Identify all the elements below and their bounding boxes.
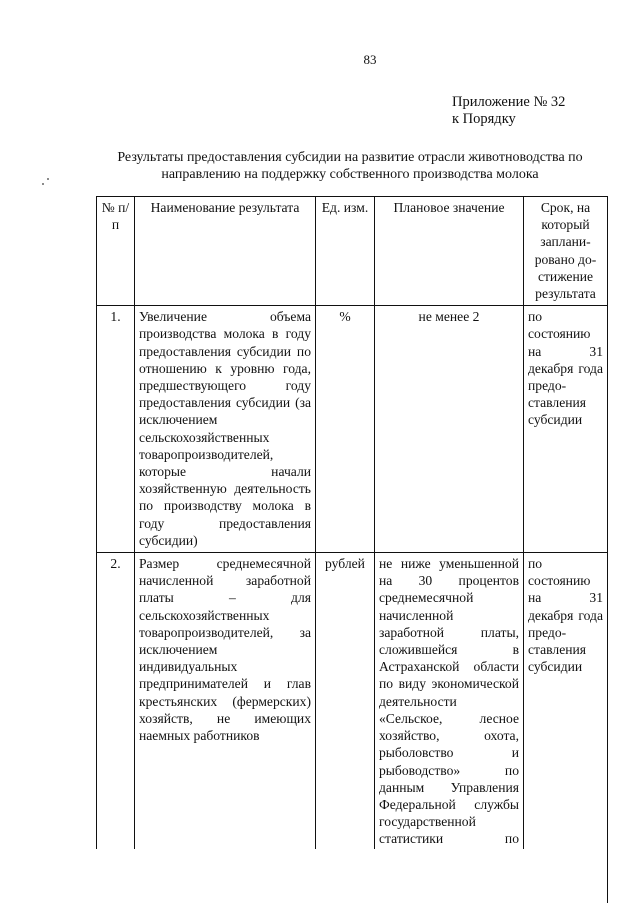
header-unit: Ед. изм. <box>316 197 375 306</box>
header-deadline: Срок, на который заплани-ровано до-стижение результата <box>524 197 608 306</box>
planned-value: не ниже уменьшенной на 30 процентов среднемесячной начисленной заработной платы, сложившейся в Астраханской области по виду экономической деятельности «Сельское, лесное хозяйство, охота, рыболовство и рыбоводство» по данным Управления Федеральной службы государственной статистики по <box>375 553 524 903</box>
document-title <box>100 149 600 183</box>
appendix-order: к Порядку <box>452 111 516 127</box>
document-title-line-1: Результаты предоставления субсидии на развитие отрасли животноводства по <box>117 150 583 165</box>
result-name: Увеличение объема производства молока в году предоставления субсидии по отношению к уровню года, предшествующего году предоставления субсидии (за исключением сельскохозяйственных товаропроизводителей, которые начали хозяйственную деятельность по производству молока в году предоставления субсидии) <box>135 306 316 553</box>
document-title-line-2: направлению на поддержку собственного производства молока <box>161 167 539 182</box>
page-bottom-margin <box>96 849 607 905</box>
row-number: 2. <box>97 553 135 903</box>
scan-speck <box>47 178 49 180</box>
result-name: Размер среднемесячной начисленной заработной платы – для сельскохозяйственных товаропроизводителей, за исключением индивидуальных предпринимателей и глав крестьянских (фермерских) хозяйств, не имеющих наемных работников <box>135 553 316 903</box>
scan-speck <box>42 183 44 185</box>
header-result-name: Наименование результата <box>135 197 316 306</box>
row-number: 1. <box>97 306 135 553</box>
table-row <box>97 306 608 553</box>
unit: рублей <box>316 553 375 903</box>
deadline: по состоянию на 31 декабря года предо-ставления субсидии <box>524 553 608 903</box>
header-number: № п/п <box>97 197 135 306</box>
appendix-reference <box>452 94 565 128</box>
deadline: по состоянию на 31 декабря года предо-ставления субсидии <box>524 306 608 553</box>
results-table <box>96 196 608 903</box>
planned-value: не менее 2 <box>375 306 524 553</box>
page-number: 83 <box>363 52 377 67</box>
header-planned-value: Плановое значение <box>375 197 524 306</box>
table-header-row <box>97 197 608 306</box>
appendix-number: Приложение № 32 <box>452 94 566 110</box>
unit: % <box>316 306 375 553</box>
